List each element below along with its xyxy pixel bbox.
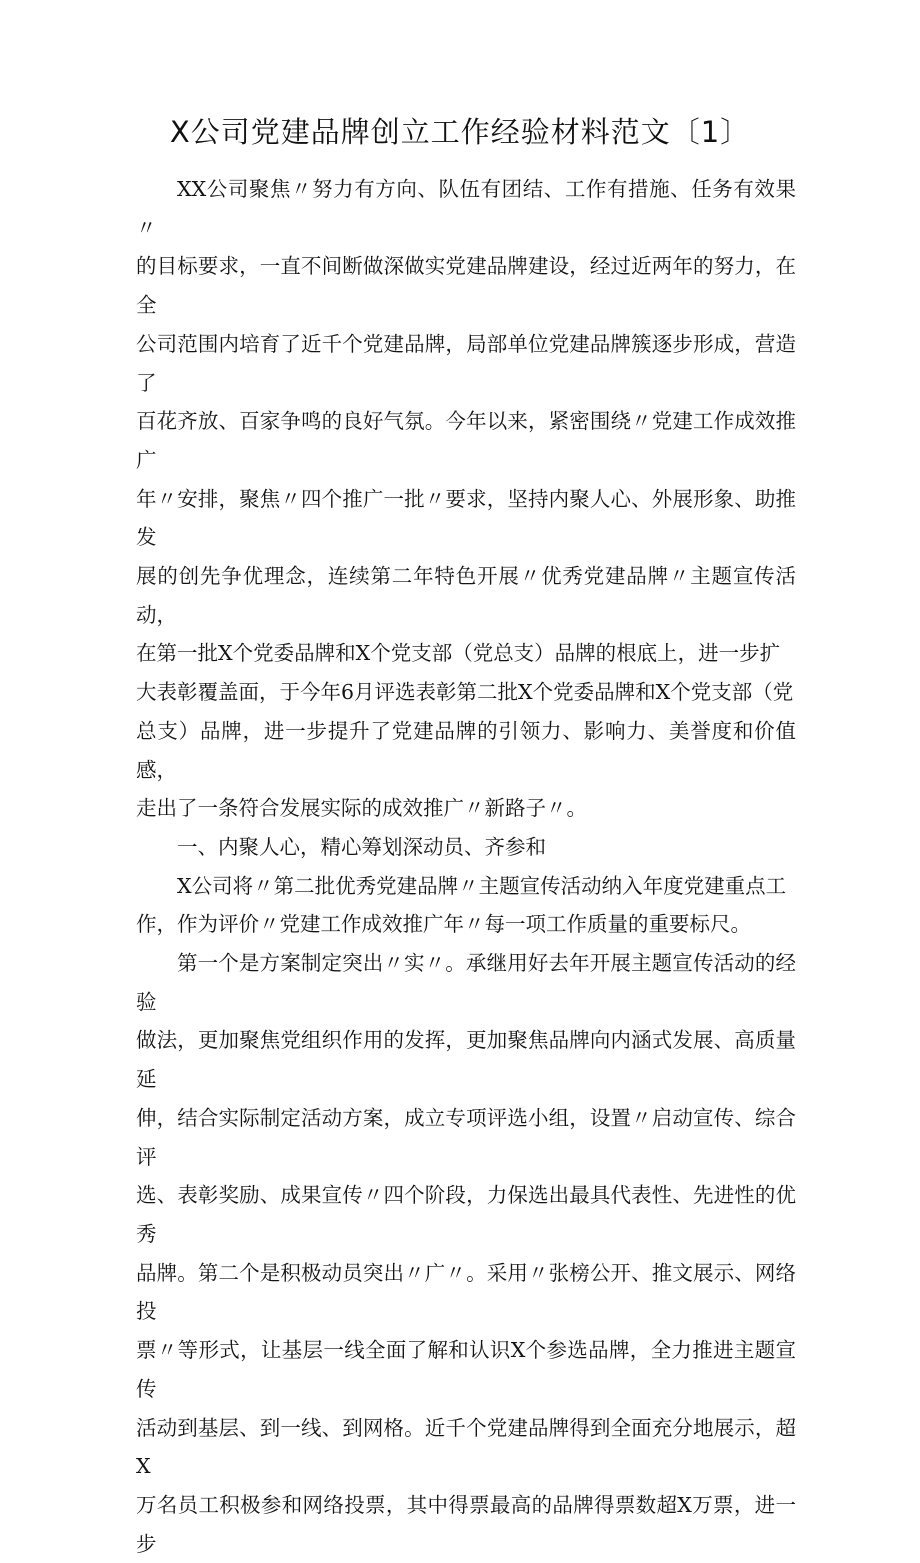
document-body — [136, 170, 796, 1563]
section-heading-1: 一、内聚人心，精心筹划深动员、齐参和 — [177, 834, 546, 859]
document-title: X公司党建品牌创立工作经验材料范文〔1〕 — [169, 115, 751, 149]
paragraph-section-1: X公司将〃第二批优秀党建品牌〃主题宣传活动纳入年度党建重点工 作，作为评价〃党建工作成效推广年〃每一项工作质量的重要标尺。 — [136, 873, 787, 937]
paragraph-intro: XX公司聚焦〃努力有方向、队伍有团结、工作有措施、任务有效果〃 的目标要求，一直不间断做深做实党建品牌建设，经过近两年的努力，在全 公司范围内培育了近千个党建品牌，局部单位党建品牌簇逐步形成，营造了 百花齐放、百家争鸣的良好气氛。今年以来，紧密围绕〃党建工作成效推广 年〃安排，聚焦〃四个推广一批〃要求，坚持内聚人心、外展形象、助推发 展的创先争优理念，连续第二年特色开展〃优秀党建品牌〃主题宣传活动， 在第一批X个党委品牌和X个党支部（党总支）品牌的根底上，进一步扩 大表彰覆盖面，于今年6月评选表彰第二批X个党委品牌和X个党支部（党 总支）品牌，进一步提升了党建品牌的引领力、影响力、美誉度和价值感， 走出了一条符合发展实际的成效推广〃新路子〃。 — [136, 177, 796, 821]
paragraph-details: 第一个是方案制定突出〃实〃。承继用好去年开展主题宣传活动的经验 做法，更加聚焦党组织作用的发挥，更加聚焦品牌向内涵式发展、高质量延 伸，结合实际制定活动方案，成立专项评选小组，设置〃启动宣传、综合评 选、表彰奖励、成果宣传〃四个阶段，力保选出最具代表性、先进性的优秀 品牌。第二个是积极动员突出〃广〃。采用〃张榜公开、推文展示、网络投 票〃等形式，让基层一线全面了解和认识X个参选品牌，全力推进主题宣传 活动到基层、到一线、到网格。近千个党建品牌得到全面充分地展示，超X 万名员工积极参和网络投票，其中得票最高的品牌得票数超X万票，进一步 — [136, 951, 796, 1556]
